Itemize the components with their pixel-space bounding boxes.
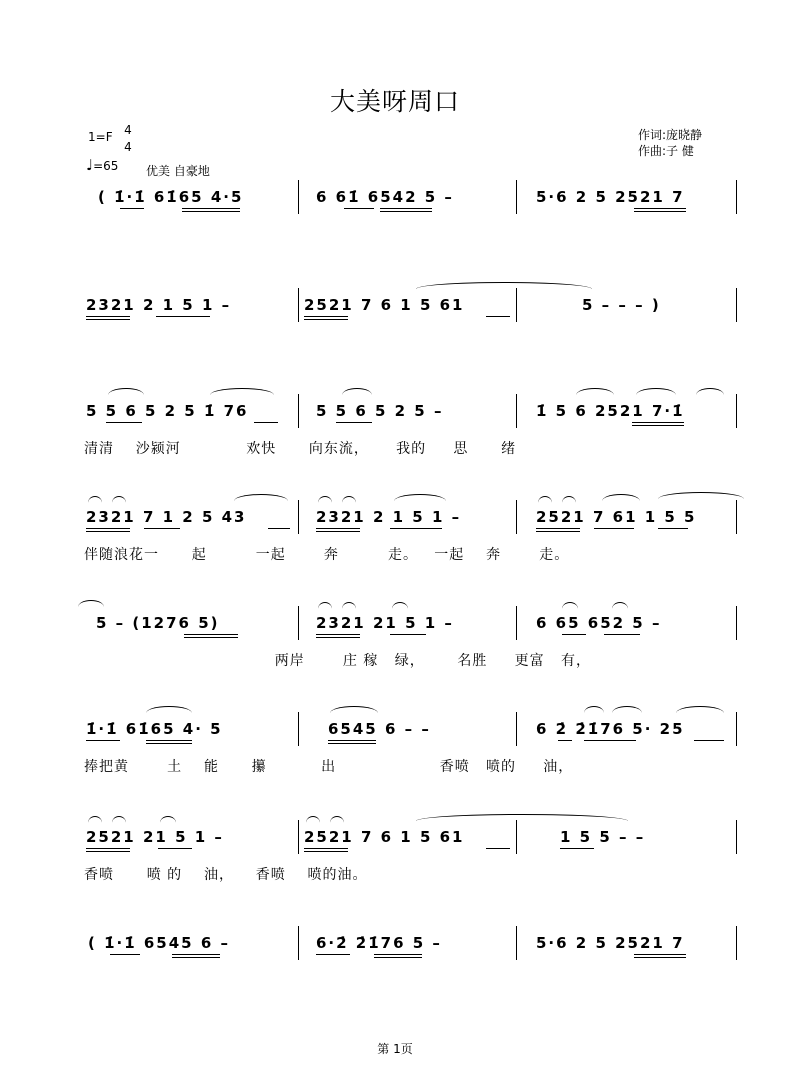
slur [306, 816, 320, 823]
underline-beam [634, 208, 686, 209]
underline-beam [110, 954, 140, 955]
underline-beam [558, 740, 572, 741]
underline-beam [328, 743, 376, 744]
measure: 6545 6 – – [328, 720, 431, 738]
barline [298, 500, 299, 534]
measure: 2321 21 5 1 – [316, 614, 454, 632]
barline [298, 394, 299, 428]
barline [516, 820, 517, 854]
underline-beam [316, 954, 350, 955]
barline [516, 394, 517, 428]
slur [584, 706, 604, 713]
slur [318, 496, 332, 503]
underline-beam [144, 528, 180, 529]
underline-beam [304, 316, 348, 317]
underline-beam [604, 634, 640, 635]
lyrics-line: 清清 沙颍河 欢快 向东流， 我的 思 绪 [84, 441, 517, 457]
slur [636, 388, 676, 395]
underline-beam [254, 422, 278, 423]
measure: 6 65 652 5 – [536, 614, 662, 632]
barline [516, 288, 517, 322]
underline-beam [374, 957, 422, 958]
underline-beam [374, 954, 422, 955]
underline-beam [184, 634, 238, 635]
song-title: 大美呀周口 [329, 87, 460, 116]
underline-beam [172, 954, 220, 955]
slur [112, 816, 126, 823]
underline-beam [86, 740, 120, 741]
underline-beam [86, 848, 130, 849]
slur [108, 388, 144, 395]
barline [298, 288, 299, 322]
underline-beam [344, 208, 374, 209]
underline-beam [158, 848, 192, 849]
barline [736, 606, 737, 640]
barline [736, 500, 737, 534]
lyrics-line: 伴随浪花一 起 一起 奔 走。 一起 奔 走。 [84, 547, 570, 563]
underline-beam [156, 316, 210, 317]
underline-beam [172, 957, 220, 958]
measure: 6·2̇ 2̇1̇76 5 – [316, 934, 442, 952]
tempo-marking [86, 156, 118, 174]
measure: 5 5 6 5 2 5 – [316, 402, 444, 420]
underline-beam [86, 851, 130, 852]
underline-beam [380, 211, 432, 212]
slur [562, 496, 576, 503]
barline [516, 500, 517, 534]
slur [562, 602, 578, 609]
time-signature-lower: 4 [124, 140, 132, 154]
measure: 1̇·1̇ 61̇65 4· 5 [86, 720, 223, 738]
underline-beam [634, 211, 686, 212]
slur [78, 600, 104, 607]
measure: 2521 7 6 1 5 61 [304, 296, 465, 314]
underline-beam [632, 425, 684, 426]
time-signature-upper: 4 [124, 123, 132, 137]
underline-beam [390, 528, 442, 529]
slur [658, 492, 744, 499]
underline-beam [486, 316, 510, 317]
underline-beam [182, 208, 240, 209]
underline-beam [536, 531, 580, 532]
measure: 2321 2 1 5 1 – [86, 296, 232, 314]
measure: 1 5 5 – – [560, 828, 646, 846]
slur [88, 496, 102, 503]
underline-beam [146, 743, 192, 744]
slur [330, 816, 344, 823]
slur [318, 602, 332, 609]
slur [394, 494, 446, 501]
measure: 5·6 2 5 2521 7 [536, 934, 685, 952]
measure: 5 5 6 5 2 5 1̇ 76 [86, 402, 249, 420]
underline-beam [634, 954, 686, 955]
barline [516, 180, 517, 214]
underline-beam [560, 848, 594, 849]
barline [298, 926, 299, 960]
measure: 2521 7 6 1 5 61 [304, 828, 465, 846]
slur [696, 388, 724, 395]
measure: 2321 7 1 2 5 43 [86, 508, 247, 526]
underline-beam [182, 211, 240, 212]
slur [416, 282, 592, 289]
underline-beam [86, 528, 130, 529]
underline-beam [304, 319, 348, 320]
lyrics-line: 香喷 喷 的 油， 香喷 喷的油。 [84, 867, 368, 883]
tempo-value: =65 [93, 159, 119, 173]
slur [602, 494, 640, 501]
slur [676, 706, 724, 713]
slur [342, 388, 372, 395]
slur [112, 496, 126, 503]
barline [516, 712, 517, 746]
underline-beam [120, 208, 144, 209]
barline [736, 394, 737, 428]
slur [210, 388, 274, 395]
barline [516, 926, 517, 960]
slur [576, 388, 614, 395]
measure: 5 – (1276 5) [96, 614, 220, 632]
lyrics-line: 捧把黄 土 能 攥 出 香喷 喷的 油， [84, 759, 574, 775]
slur [342, 602, 356, 609]
underline-beam [634, 957, 686, 958]
composer: 作曲:子 健 [638, 144, 694, 158]
slur [612, 706, 642, 713]
underline-beam [536, 528, 580, 529]
barline [298, 180, 299, 214]
slur [538, 496, 552, 503]
time-signature [122, 122, 134, 156]
slur [416, 814, 628, 821]
barline [298, 820, 299, 854]
expression-marking: 优美 自豪地 [146, 164, 210, 178]
lyricist: 作词:庞晓静 [638, 128, 703, 142]
slur [146, 706, 192, 713]
underline-beam [486, 848, 510, 849]
underline-beam [328, 740, 376, 741]
slur [392, 602, 408, 609]
underline-beam [316, 634, 360, 635]
underline-beam [106, 422, 142, 423]
underline-beam [632, 422, 684, 423]
slur [330, 706, 378, 713]
underline-beam [146, 740, 192, 741]
barline [736, 288, 737, 322]
measure: 6 61̇ 6542 5 – [316, 188, 454, 206]
underline-beam [86, 531, 130, 532]
underline-beam [316, 637, 360, 638]
credits [638, 127, 702, 159]
underline-beam [86, 316, 130, 317]
measure: 5·6 2 5 2521 7 [536, 188, 685, 206]
slur [160, 816, 176, 823]
measure: 6 2̇ 2̇1̇76 5· 25 [536, 720, 685, 738]
page-number: 第 1页 [377, 1042, 413, 1056]
slur [88, 816, 102, 823]
underline-beam [316, 528, 360, 529]
underline-beam [268, 528, 290, 529]
key-signature: 1=F [88, 130, 113, 144]
barline [516, 606, 517, 640]
measure: 5 – – – ) [582, 296, 661, 314]
slur [342, 496, 356, 503]
underline-beam [658, 528, 688, 529]
slur [234, 494, 288, 501]
measure: 2321 2 1 5 1 – [316, 508, 462, 526]
measure: ( 1̇·1̇ 6545 6 – [88, 934, 231, 952]
barline [736, 180, 737, 214]
underline-beam [86, 319, 130, 320]
measure: 2521 21 5 1 – [86, 828, 224, 846]
underline-beam [594, 528, 634, 529]
barline [736, 926, 737, 960]
lyrics-line: 两岸 庄 稼 绿， 名胜 更富 有， [84, 653, 592, 669]
barline [736, 712, 737, 746]
measure: 1̇ 5 6 2521 7·1̇ [536, 402, 685, 420]
underline-beam [584, 740, 636, 741]
barline [298, 712, 299, 746]
underline-beam [336, 422, 372, 423]
measure: 2521 7 61 1 5 5 [536, 508, 697, 526]
underline-beam [184, 637, 238, 638]
underline-beam [390, 634, 426, 635]
slur [612, 602, 628, 609]
underline-beam [562, 634, 586, 635]
underline-beam [304, 848, 348, 849]
underline-beam [316, 531, 360, 532]
underline-beam [380, 208, 432, 209]
barline [298, 606, 299, 640]
underline-beam [694, 740, 724, 741]
underline-beam [304, 851, 348, 852]
barline [736, 820, 737, 854]
quarter-note-icon: ♩ [86, 156, 94, 174]
measure: ( 1̇·1̇ 61̇65 4·5 [98, 188, 244, 206]
